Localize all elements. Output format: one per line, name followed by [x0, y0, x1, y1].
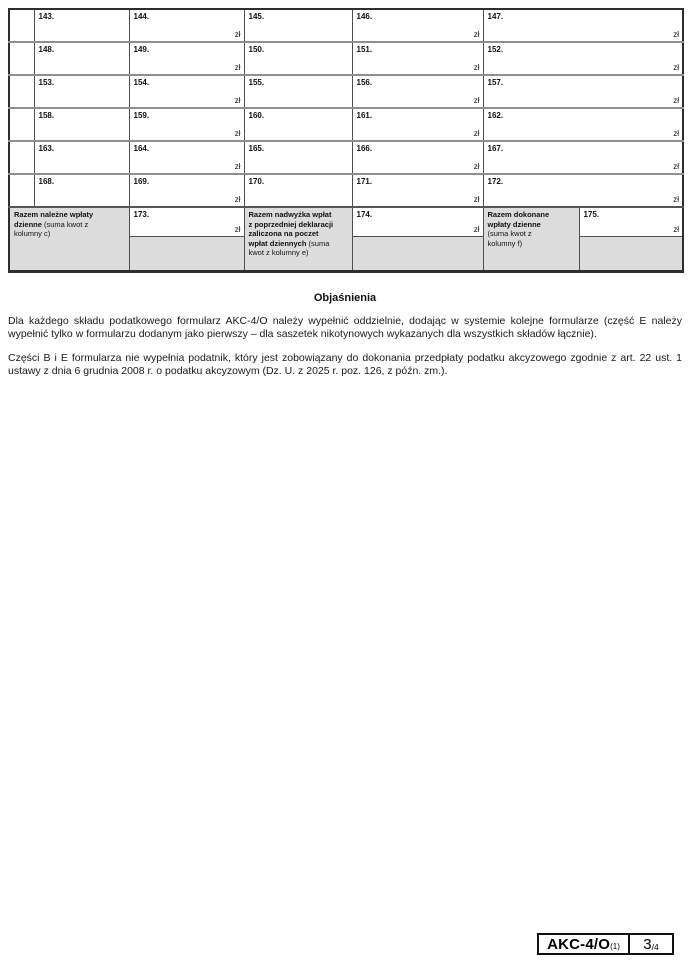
explanations-title: Objaśnienia: [313, 291, 377, 304]
currency-zl: zł: [234, 63, 241, 72]
field-170[interactable]: [244, 174, 352, 207]
field-number: 166.: [356, 144, 373, 153]
daily-payments-table: [8, 8, 684, 273]
field-number: 165.: [248, 144, 265, 153]
field-164[interactable]: [129, 141, 244, 174]
summary-rows: [9, 207, 683, 271]
field-154[interactable]: [129, 75, 244, 108]
field-number: 146.: [356, 12, 373, 21]
field-number: 173.: [133, 210, 150, 219]
field-number: 147.: [487, 12, 504, 21]
field-number: 171.: [356, 177, 373, 186]
field-149[interactable]: [129, 42, 244, 75]
summary-label-bold: Razem dokonane wpłaty dzienne: [487, 210, 550, 229]
summary-label-total-due: [9, 207, 129, 271]
field-number: 161.: [356, 111, 373, 120]
currency-zl: zł: [673, 96, 680, 105]
field-144[interactable]: [129, 9, 244, 42]
field-143[interactable]: [34, 9, 129, 42]
field-number: 156.: [356, 78, 373, 87]
field-number: 155.: [248, 78, 265, 87]
field-number: 175.: [583, 210, 600, 219]
field-157[interactable]: [483, 75, 683, 108]
day-cell: [9, 75, 34, 108]
field-number: 168.: [38, 177, 55, 186]
table-row: [9, 108, 683, 141]
currency-zl: zł: [673, 63, 680, 72]
field-number: 157.: [487, 78, 504, 87]
table-row: [9, 174, 683, 207]
field-172[interactable]: [483, 174, 683, 207]
field-161[interactable]: [352, 108, 483, 141]
field-number: 169.: [133, 177, 150, 186]
currency-zl: zł: [234, 129, 241, 138]
page-number: 3: [643, 935, 652, 953]
currency-zl: zł: [673, 30, 680, 39]
form-footer: [537, 933, 674, 955]
table-row: [9, 75, 683, 108]
field-171[interactable]: [352, 174, 483, 207]
day-cell: [9, 42, 34, 75]
currency-zl: zł: [473, 129, 480, 138]
form-code-version: (1): [610, 942, 620, 951]
field-151[interactable]: [352, 42, 483, 75]
summary-cell-175: [579, 207, 683, 271]
field-146[interactable]: [352, 9, 483, 42]
day-cell: [9, 108, 34, 141]
field-155[interactable]: [244, 75, 352, 108]
summary-label-total-paid: [483, 207, 579, 271]
field-number: 148.: [38, 45, 55, 54]
field-number: 162.: [487, 111, 504, 120]
field-174[interactable]: [353, 208, 483, 237]
currency-zl: zł: [673, 225, 680, 234]
field-number: 170.: [248, 177, 265, 186]
explanations-section: [8, 292, 682, 378]
field-number: 150.: [248, 45, 265, 54]
summary-label-total-surplus: [244, 207, 352, 271]
field-162[interactable]: [483, 108, 683, 141]
field-163[interactable]: [34, 141, 129, 174]
summary-label-normal: (suma kwot z kolumny f): [487, 229, 532, 248]
field-number: 149.: [133, 45, 150, 54]
field-number: 159.: [133, 111, 150, 120]
field-number: 144.: [133, 12, 150, 21]
field-number: 154.: [133, 78, 150, 87]
currency-zl: zł: [473, 63, 480, 72]
field-169[interactable]: [129, 174, 244, 207]
field-148[interactable]: [34, 42, 129, 75]
currency-zl: zł: [673, 129, 680, 138]
table-row: [9, 141, 683, 174]
field-168[interactable]: [34, 174, 129, 207]
summary-label-normal: (suma kwot z kolumny c): [14, 219, 89, 238]
field-number: 174.: [356, 210, 373, 219]
field-number: 167.: [487, 144, 504, 153]
field-147[interactable]: [483, 9, 683, 42]
field-number: 158.: [38, 111, 55, 120]
field-number: 151.: [356, 45, 373, 54]
summary-label-normal: (suma kwot z kolumny e): [248, 238, 330, 257]
currency-zl: zł: [234, 225, 241, 234]
field-156[interactable]: [352, 75, 483, 108]
field-number: 143.: [38, 12, 55, 21]
field-167[interactable]: [483, 141, 683, 174]
field-number: 152.: [487, 45, 504, 54]
field-173[interactable]: [130, 208, 244, 237]
table-row: [9, 42, 683, 75]
page-total: /4: [651, 941, 659, 952]
field-number: 145.: [248, 12, 265, 21]
form-code: AKC-4/O: [547, 935, 611, 953]
field-number: 172.: [487, 177, 504, 186]
field-175[interactable]: [580, 208, 683, 237]
field-165[interactable]: [244, 141, 352, 174]
field-number: 153.: [38, 78, 55, 87]
currency-zl: zł: [473, 225, 480, 234]
currency-zl: zł: [473, 162, 480, 171]
field-160[interactable]: [244, 108, 352, 141]
currency-zl: zł: [234, 30, 241, 39]
page-number-cell: [630, 935, 672, 953]
summary-row: [9, 207, 683, 271]
currency-zl: zł: [234, 162, 241, 171]
summary-label-bold: Razem należne wpłaty dzienne: [14, 210, 94, 229]
field-number: 160.: [248, 111, 265, 120]
field-158[interactable]: [34, 108, 129, 141]
currency-zl: zł: [473, 30, 480, 39]
day-cell: [9, 9, 34, 42]
explanations-paragraph-1: Dla każdego składu podatkowego formularz AKC-4/O należy wypełnić oddzielnie, dodając w systemie kolejne formularze (część E należy wypełnić tylko w formularzu dodanym jako pierwszy – dla saszetek nikotynowych wykazanych dla wszystkich składów łącznie).: [8, 314, 682, 340]
field-153[interactable]: [34, 75, 129, 108]
field-150[interactable]: [244, 42, 352, 75]
field-166[interactable]: [352, 141, 483, 174]
summary-label-bold: Razem nadwyżka wpłat z poprzedniej deklaracji zaliczona na poczet wpłat dziennych: [248, 210, 334, 248]
currency-zl: zł: [234, 96, 241, 105]
table-row: [9, 9, 683, 42]
currency-zl: zł: [473, 195, 480, 204]
day-cell: [9, 174, 34, 207]
summary-cell-174: [352, 207, 483, 271]
currency-zl: zł: [473, 96, 480, 105]
field-number: 164.: [133, 144, 150, 153]
daily-rows: [9, 9, 683, 207]
field-number: 163.: [38, 144, 55, 153]
field-159[interactable]: [129, 108, 244, 141]
day-cell: [9, 141, 34, 174]
field-145[interactable]: [244, 9, 352, 42]
explanations-paragraph-2: Części B i E formularza nie wypełnia podatnik, który jest zobowiązany do dokonania przedpłaty podatku akcyzowego zgodnie z art. 22 ust. 1 ustawy z dnia 6 grudnia 2008 r. o podatku akcyzowym (Dz. U. z 2025 r. poz. 126, z późn. zm.).: [8, 351, 682, 377]
currency-zl: zł: [673, 162, 680, 171]
currency-zl: zł: [234, 195, 241, 204]
summary-cell-173: [129, 207, 244, 271]
field-152[interactable]: [483, 42, 683, 75]
form-code-cell: [539, 935, 630, 953]
currency-zl: zł: [673, 195, 680, 204]
